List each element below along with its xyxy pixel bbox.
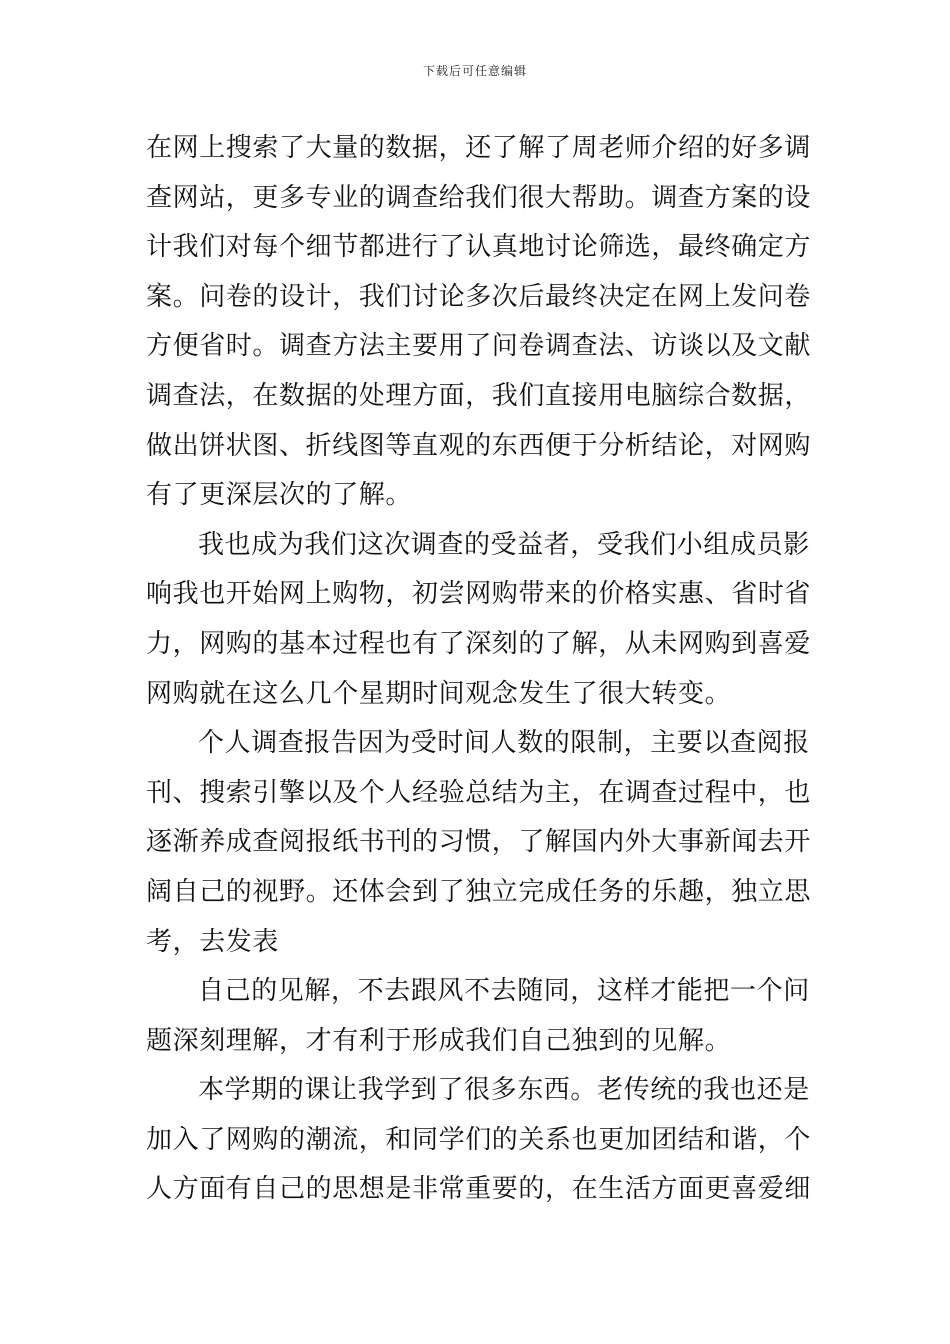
text-line: 力，网购的基本过程也有了深刻的了解，从未网购到喜爱 bbox=[146, 628, 812, 659]
text-line: 加入了网购的潮流，和同学们的关系也更加团结和谐，个 bbox=[146, 1124, 812, 1155]
text-line: 阔自己的视野。还体会到了独立完成任务的乐趣，独立思 bbox=[146, 876, 812, 907]
text-line: 方便省时。调查方法主要用了问卷调查法、访谈以及文献 bbox=[146, 331, 812, 362]
document-body bbox=[146, 124, 812, 1215]
text-line: 个人调查报告因为受时间人数的限制，主要以查阅报 bbox=[198, 728, 810, 759]
text-line: 刊、搜索引擎以及个人经验总结为主，在调查过程中，也 bbox=[146, 777, 812, 808]
paragraph-1 bbox=[146, 124, 812, 521]
text-line: 调查法，在数据的处理方面，我们直接用电脑综合数据， bbox=[146, 380, 812, 411]
text-line: 我也成为我们这次调查的受益者，受我们小组成员影 bbox=[198, 529, 810, 560]
text-line: 做出饼状图、折线图等直观的东西便于分析结论，对网购 bbox=[146, 430, 812, 461]
text-line: 计我们对每个细节都进行了认真地讨论筛选，最终确定方 bbox=[146, 232, 812, 263]
paragraph-5 bbox=[146, 1066, 812, 1215]
paragraph-2 bbox=[146, 521, 812, 719]
text-line: 响我也开始网上购物，初尝网购带来的价格实惠、省时省 bbox=[146, 579, 812, 610]
text-line: 自己的见解，不去跟风不去随同，这样才能把一个问 bbox=[198, 976, 810, 1007]
paragraph-4 bbox=[146, 967, 810, 1066]
text-line: 逐渐养成查阅报纸书刊的习惯，了解国内外大事新闻去开 bbox=[146, 827, 812, 858]
text-line: 题深刻理解，才有利于形成我们自己独到的见解。 bbox=[146, 1025, 732, 1056]
text-line: 案。问卷的设计，我们讨论多次后最终决定在网上发问卷 bbox=[146, 281, 812, 312]
text-line: 在网上搜索了大量的数据，还了解了周老师介绍的好多调 bbox=[146, 133, 812, 163]
text-line: 人方面有自己的思想是非常重要的，在生活方面更喜爱细 bbox=[146, 1174, 812, 1205]
header-note: 下载后可任意编辑 bbox=[422, 64, 527, 78]
paragraph-3 bbox=[146, 719, 812, 967]
text-line: 本学期的课让我学到了很多东西。老传统的我也还是 bbox=[198, 1075, 810, 1106]
text-line: 有了更深层次的了解。 bbox=[146, 480, 413, 511]
text-line: 考，去发表 bbox=[146, 926, 280, 957]
text-line: 查网站，更多专业的调查给我们很大帮助。调查方案的设 bbox=[146, 182, 812, 213]
text-line: 网购就在这么几个星期时间观念发生了很大转变。 bbox=[146, 678, 732, 709]
